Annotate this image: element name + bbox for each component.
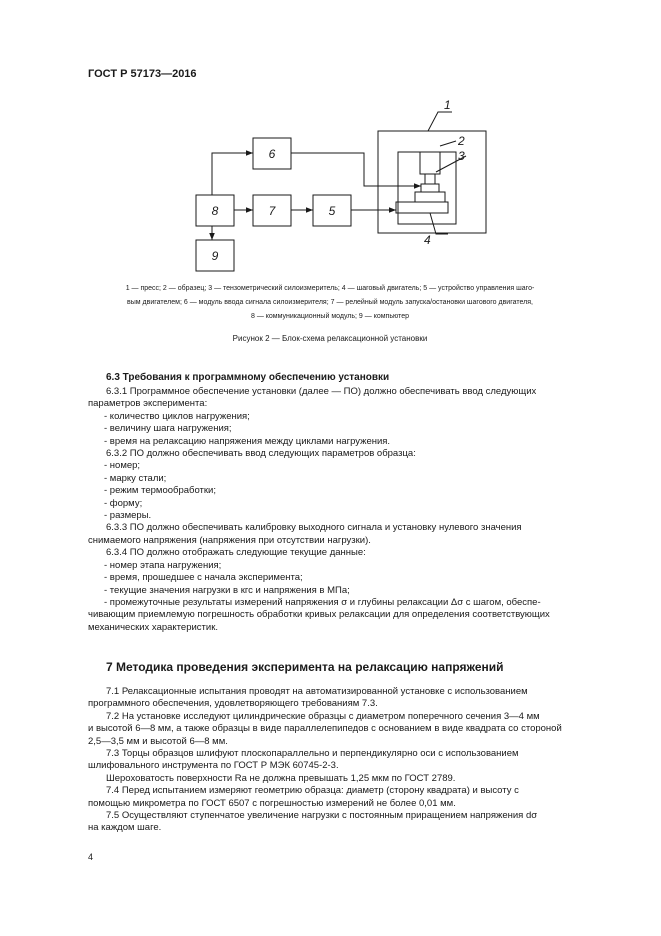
paragraph-line: 7.3 Торцы образцов шлифуют плоскопараллельно и перпендикулярно оси с использованием (106, 748, 519, 760)
specimen (425, 174, 435, 184)
paragraph-line: 6.3.2 ПО должно обеспечивать ввод следующих параметров образца: (106, 448, 416, 460)
document-header: ГОСТ Р 57173—2016 (88, 68, 197, 80)
paragraph-line: шлифовального инструмента по ГОСТ Р МЭК 60745-2-3. (88, 760, 339, 772)
callout-4: 4 (424, 233, 431, 247)
block-diagram (0, 0, 661, 290)
paragraph-line: параметров эксперимента: (88, 398, 208, 410)
list-item: - марку стали; (104, 472, 167, 484)
paragraph-line: 7.5 Осуществляют ступенчатое увеличение нагрузки с постоянным приращением напряжения dσ (106, 810, 538, 822)
list-item: - размеры. (104, 510, 152, 522)
list-item: - величину шага нагружения; (104, 423, 232, 435)
paragraph-line: программного обеспечения, удовлетворяющего требованиям 7.3. (88, 698, 378, 710)
section-7-heading: 7 Методика проведения эксперимента на релаксацию напряжений (106, 660, 504, 674)
section-6-3-heading: 6.3 Требования к программному обеспечению установки (106, 372, 390, 383)
paragraph-line: 7.4 Перед испытанием измеряют геометрию образца: диаметр (сторону квадрата) и высоту с (106, 785, 519, 797)
legend-line: вым двигателем; 6 — модуль ввода сигнала силоизмерителя; 7 — релейный модуль запуска/остановки шагового двигателя, (127, 299, 533, 306)
press-outer-frame (378, 131, 486, 233)
arrow-8-to-6 (212, 153, 253, 195)
load-cell (421, 184, 439, 192)
page-number: 4 (88, 852, 94, 862)
press-base (415, 192, 445, 202)
list-item: - время, прошедшее с начала эксперимента; (104, 572, 303, 584)
list-item: - режим термообработки; (104, 485, 216, 497)
paragraph-line: механических характеристик. (88, 621, 218, 633)
block-9-label: 9 (211, 249, 219, 263)
list-item: - количество циклов нагружения; (104, 410, 250, 422)
paragraph-line: 7.2 На установке исследуют цилиндрические образцы с диаметром поперечного сечения 3—4 мм (106, 710, 540, 722)
paragraph-line: помощью микрометра по ГОСТ 6507 с погрешностью измерений не более 0,01 мм. (88, 797, 456, 809)
list-item: - номер; (104, 460, 141, 472)
list-item: - промежуточные результаты измерений напряжения σ и глубины релаксации Δσ с шагом, обеспе- (104, 596, 541, 608)
paragraph-line: Шероховатость поверхности Ra не должна превышать 1,25 мкм по ГОСТ 2789. (106, 772, 456, 784)
block-5-label: 5 (328, 204, 336, 218)
list-item: - номер этапа нагружения; (104, 559, 222, 571)
legend-line: 8 — коммуникационный модуль; 9 — компьютер (250, 313, 410, 320)
section-6-3-body (88, 386, 576, 634)
callout-3: 3 (458, 149, 465, 163)
leader-1 (428, 112, 452, 131)
figure-title: Рисунок 2 — Блок-схема релаксационной установки (232, 334, 428, 343)
callout-1: 1 (444, 98, 451, 112)
paragraph-line: 6.3.1 Программное обеспечение установки (далее — ПО) должно обеспечивать ввод следующих (106, 386, 537, 397)
paragraph-line: снимаемого напряжения (напряжения при отсутствии нагрузки). (88, 534, 371, 546)
paragraph-line: 7.1 Релаксационные испытания проводят на автоматизированной установке с использованием (106, 686, 528, 697)
block-6-label: 6 (268, 147, 276, 161)
callout-2: 2 (458, 134, 465, 148)
figure-legend (80, 282, 580, 324)
paragraph-line: 6.3.3 ПО должно обеспечивать калибровку выходного сигнала и установку нулевого значения (106, 522, 522, 534)
paragraph-line: и высотой 6—8 мм, а также образцы в виде параллелепипедов с основанием в виде квадрата со стороной (88, 723, 562, 735)
list-item: - время на релаксацию напряжения между циклами нагружения. (104, 435, 391, 447)
specimen-top (420, 152, 440, 174)
list-item: - текущие значения нагрузки в кгс и напряжения в МПа; (104, 584, 350, 596)
leader-2 (440, 141, 456, 146)
stepper-motor-plate (396, 202, 448, 213)
paragraph-line: 2,5—3,5 мм и высотой 6—8 мм. (88, 735, 228, 747)
paragraph-line: на каждом шаге. (88, 822, 162, 834)
arrow-6-to-press (291, 153, 421, 186)
legend-line: 1 — пресс; 2 — образец; 3 — тензометрический силоизмеритель; 4 — шаговый двигатель; 5 — устройство управления шаго- (125, 285, 535, 292)
list-item: - форму; (104, 497, 143, 509)
paragraph-line: чивающим приемлемую погрешность обработки кривых релаксации для определения соответствующих (88, 609, 550, 621)
block-8-label: 8 (211, 204, 219, 218)
paragraph-line: 6.3.4 ПО должно отображать следующие текущие данные: (106, 547, 366, 559)
section-7-body (88, 686, 576, 835)
block-7-label: 7 (268, 204, 276, 218)
